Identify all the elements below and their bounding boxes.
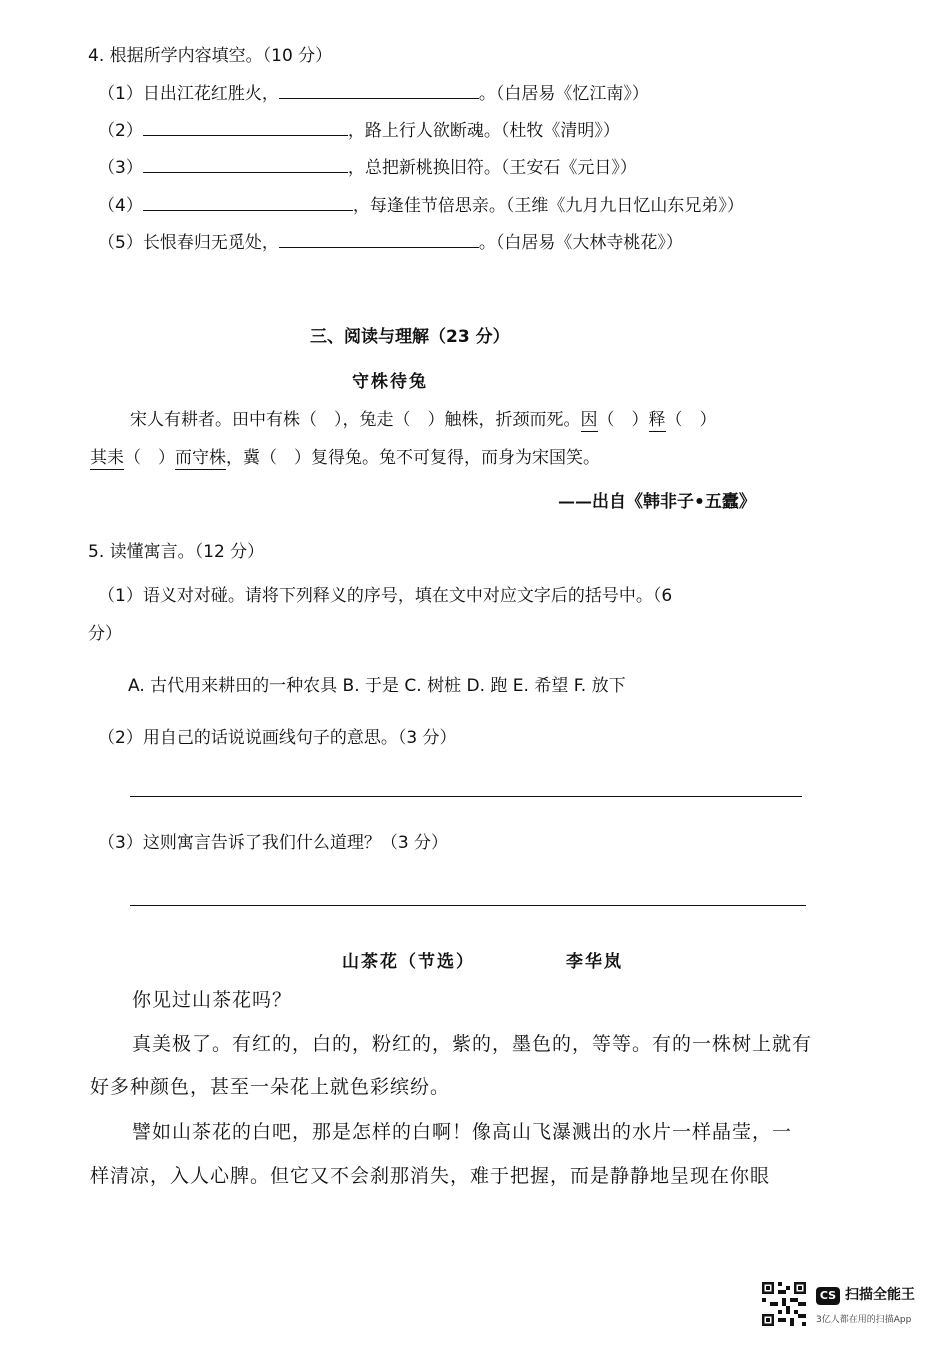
answer-bracket[interactable]: （ ） — [597, 410, 649, 430]
q5-sub1-line2: 分） — [88, 624, 122, 644]
q4-item-3-post: ，总把新桃换旧符。（王安石《元日》） — [347, 158, 637, 178]
passage-1-line-1 — [130, 408, 717, 432]
q4-item-5 — [98, 229, 683, 255]
app-slogan: 3亿人都在用的扫描App — [816, 1315, 912, 1325]
underlined-word: 因 — [580, 410, 598, 430]
q4-item-3-num: （3） — [98, 158, 143, 178]
underlined-word: 其耒 — [90, 448, 124, 468]
q4-item-1-blank[interactable] — [279, 80, 479, 99]
passage-2-line-2: 真美极了。有红的，白的，粉红的，紫的，墨色的，等等。有的一株树上就有 — [132, 1033, 813, 1055]
answer-bracket[interactable]: （ ） — [665, 410, 717, 430]
q4-item-5-post: 。（白居易《大林寺桃花》） — [478, 233, 683, 253]
q4-item-1-num: （1） — [98, 84, 143, 104]
q4-item-2-post: ，路上行人欲断魂。（杜牧《清明》） — [347, 121, 620, 141]
app-name: 扫描全能王 — [845, 1287, 915, 1303]
passage-2-line-1: 你见过山茶花吗？ — [132, 989, 293, 1011]
passage-1-title: 守株待兔 — [352, 372, 428, 392]
q4-item-2-num: （2） — [98, 121, 143, 141]
answer-bracket[interactable]: （ ） — [124, 448, 175, 468]
q4-item-1-post: 。（白居易《忆江南》） — [478, 84, 649, 104]
answer-line-2[interactable] — [130, 796, 802, 797]
passage-2-line-5: 样清凉，入人心脾。但它又不会刹那消失，难于把握，而是静静地呈现在你眼 — [90, 1165, 771, 1187]
q4-item-5-num: （5） — [98, 233, 143, 253]
underlined-word: 释 — [648, 410, 666, 430]
q4-item-4-num: （4） — [98, 196, 143, 216]
section-3-title: 三、阅读与理解（23 分） — [310, 327, 510, 347]
q5-title: 5. 读懂寓言。（12 分） — [88, 542, 265, 562]
q4-item-5-blank[interactable] — [279, 229, 479, 248]
passage-1-text: ，冀（ ）复得兔。兔不可复得，而身为宋国笑。 — [226, 448, 600, 468]
passage-1-source: ——出自《韩非子•五蠹》 — [558, 492, 756, 512]
q4-item-2-blank[interactable] — [143, 117, 348, 136]
passage-2-title: 山茶花（节选） — [342, 952, 475, 972]
q4-item-1-pre: 日出江花红胜火， — [142, 84, 279, 104]
q4-title: 4. 根据所学内容填空。（10 分） — [88, 46, 333, 66]
q4-item-4-post: ，每逢佳节倍思亲。（王维《九月九日忆山东兄弟》） — [352, 196, 744, 216]
passage-2-line-3: 好多种颜色，甚至一朵花上就色彩缤纷。 — [90, 1076, 451, 1098]
q5-sub3: （3）这则寓言告诉了我们什么道理？（3 分） — [98, 833, 449, 853]
q4-item-1 — [98, 80, 649, 106]
q4-item-3-blank[interactable] — [143, 154, 348, 173]
q4-item-2 — [98, 117, 620, 143]
qr-code-icon — [762, 1282, 806, 1326]
q5-options: A. 古代用来耕田的一种农具 B. 于是 C. 树桩 D. 跑 E. 希望 F. 放下 — [128, 676, 626, 696]
camscanner-logo-icon: CS — [816, 1287, 840, 1305]
q4-item-3 — [98, 154, 637, 180]
q4-item-5-pre: 长恨春归无觅处， — [142, 233, 279, 253]
q5-sub2: （2）用自己的话说说画线句子的意思。（3 分） — [98, 728, 457, 748]
answer-line-3[interactable] — [130, 905, 806, 906]
passage-1-text: 宋人有耕者。田中有株（ ），兔走（ ）触株，折颈而死。 — [130, 410, 581, 430]
q4-item-4-blank[interactable] — [143, 192, 353, 211]
q4-item-4 — [98, 192, 744, 218]
passage-2-author: 李华岚 — [566, 952, 623, 972]
q5-sub1-line1: （1）语义对对碰。请将下列释义的序号，填在文中对应文字后的括号中。（6 — [98, 586, 673, 606]
underlined-word: 而守株 — [175, 448, 226, 468]
passage-2-line-4: 譬如山茶花的白吧，那是怎样的白啊！像高山飞瀑溅出的水片一样晶莹，一 — [132, 1121, 793, 1143]
passage-1-line-2 — [90, 446, 600, 470]
